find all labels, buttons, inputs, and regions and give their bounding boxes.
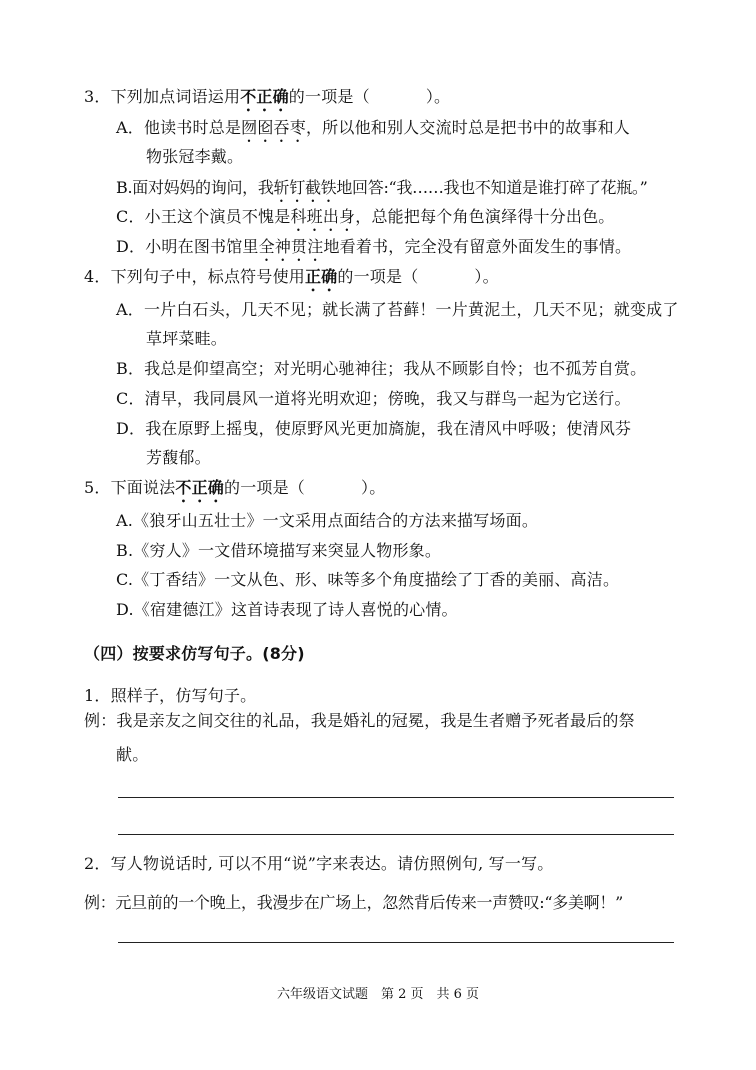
q3-a-text-2: ，所以他和别人交流时总是把书中的故事和人: [305, 118, 630, 137]
q5-option-d: D.《宿建德江》这首诗表现了诗人喜悦的心情。: [116, 600, 458, 619]
q3-b-text-2: 地回答:“我……我也不知道是谁打碎了花瓶。”: [336, 178, 648, 197]
q3-b-text: B.面对妈妈的询问，我: [116, 178, 274, 197]
q3-stem: [84, 86, 450, 115]
q3-c-text: C．小王这个演员不愧是: [116, 207, 291, 226]
q3-option-a-cont: 物张冠李戴。: [146, 147, 244, 166]
q4-option-c: C．清早，我同晨风一道将光明欢迎；傍晚，我又与群鸟一起为它送行。: [116, 389, 631, 408]
q3-d-emphasis: 全神贯注: [258, 237, 324, 256]
q3-option-d: [116, 236, 631, 265]
q4-option-d: D．我在原野上摇曳，使原野风光更加旖旎，我在清风中呼吸；使清风芬: [116, 419, 632, 438]
q4-stem: [84, 266, 499, 295]
q5-option-c: C.《丁香结》一文从色、形、味等多个角度描绘了丁香的美丽、高洁。: [116, 570, 620, 589]
q3-c-emphasis: 科班出身: [290, 207, 356, 226]
q4-option-a-cont: 草坪菜畦。: [146, 329, 228, 348]
q4-stem-emphasis: 正确: [304, 267, 338, 286]
q3-option-c: [116, 206, 614, 235]
s4-q1-example: 例：我是亲友之间交往的礼品，我是婚礼的冠冕，我是生者赠予死者最后的祭: [84, 711, 635, 730]
q3-stem-text: 3．下列加点词语运用: [84, 87, 241, 106]
q5-option-b: B.《穷人》一文借环境描写来突显人物形象。: [116, 541, 442, 560]
s4-q2-example: 例：元旦前的一个晚上，我漫步在广场上，忽然背后传来一声赞叹:“多美啊！”: [84, 893, 623, 912]
q3-stem-text-2: 的一项是（: [288, 87, 370, 106]
q5-stem-text: 5．下面说法: [84, 478, 176, 497]
q3-option-a: [116, 117, 630, 146]
s4-q1-example-cont: 献。: [116, 745, 149, 764]
q3-d-text-2: 地看着书，完全没有留意外面发生的事情。: [323, 237, 632, 256]
q3-d-text: D．小明在图书馆里: [116, 237, 259, 256]
q5-stem-emphasis: 不正确: [175, 478, 224, 497]
q3-c-text-2: ，总能把每个角色演绎得十分出色。: [355, 207, 615, 226]
s4-q1-answer-line-1[interactable]: [118, 797, 674, 798]
q4-stem-text: 4．下列句子中，标点符号使用: [84, 267, 305, 286]
q5-option-a: A.《狼牙山五壮士》一文采用点面结合的方法来描写场面。: [116, 511, 539, 530]
q4-stem-text-2: 的一项是（: [337, 267, 419, 286]
q3-stem-end: ）。: [425, 87, 451, 106]
q3-option-b: [116, 177, 648, 206]
q4-option-b: B．我总是仰望高空；对光明心驰神往；我从不顾影自怜；也不孤芳自赏。: [116, 359, 647, 378]
s4-q2-stem: 2．写人物说话时, 可以不用“说”字来表达。请仿照例句, 写一写。: [84, 854, 554, 873]
q4-stem-end: ）。: [474, 267, 499, 286]
q5-stem-end: ）。: [361, 478, 386, 497]
q3-a-emphasis: 囫囵吞枣: [241, 118, 306, 137]
q5-stem: [84, 477, 385, 506]
q5-stem-text-2: 的一项是（: [224, 478, 306, 497]
q4-option-d-cont: 芳馥郁。: [146, 448, 211, 467]
q3-b-emphasis: 斩钉截铁: [273, 178, 337, 197]
s4-q1-answer-line-2[interactable]: [118, 834, 674, 835]
page-footer: 六年级语文试题 第 2 页 共 6 页: [276, 987, 480, 1002]
q4-option-a: A．一片白石头，几天不见；就长满了苔藓！一片黄泥土，几天不见；就变成了: [116, 300, 679, 319]
section-4-heading: （四）按要求仿写句子。(8分): [84, 644, 305, 663]
q3-stem-emphasis: 不正确: [240, 87, 289, 106]
s4-q1-stem: 1．照样子，仿写句子。: [84, 686, 257, 705]
s4-q2-answer-line[interactable]: [118, 942, 674, 943]
q3-a-text: A．他读书时总是: [116, 118, 242, 137]
